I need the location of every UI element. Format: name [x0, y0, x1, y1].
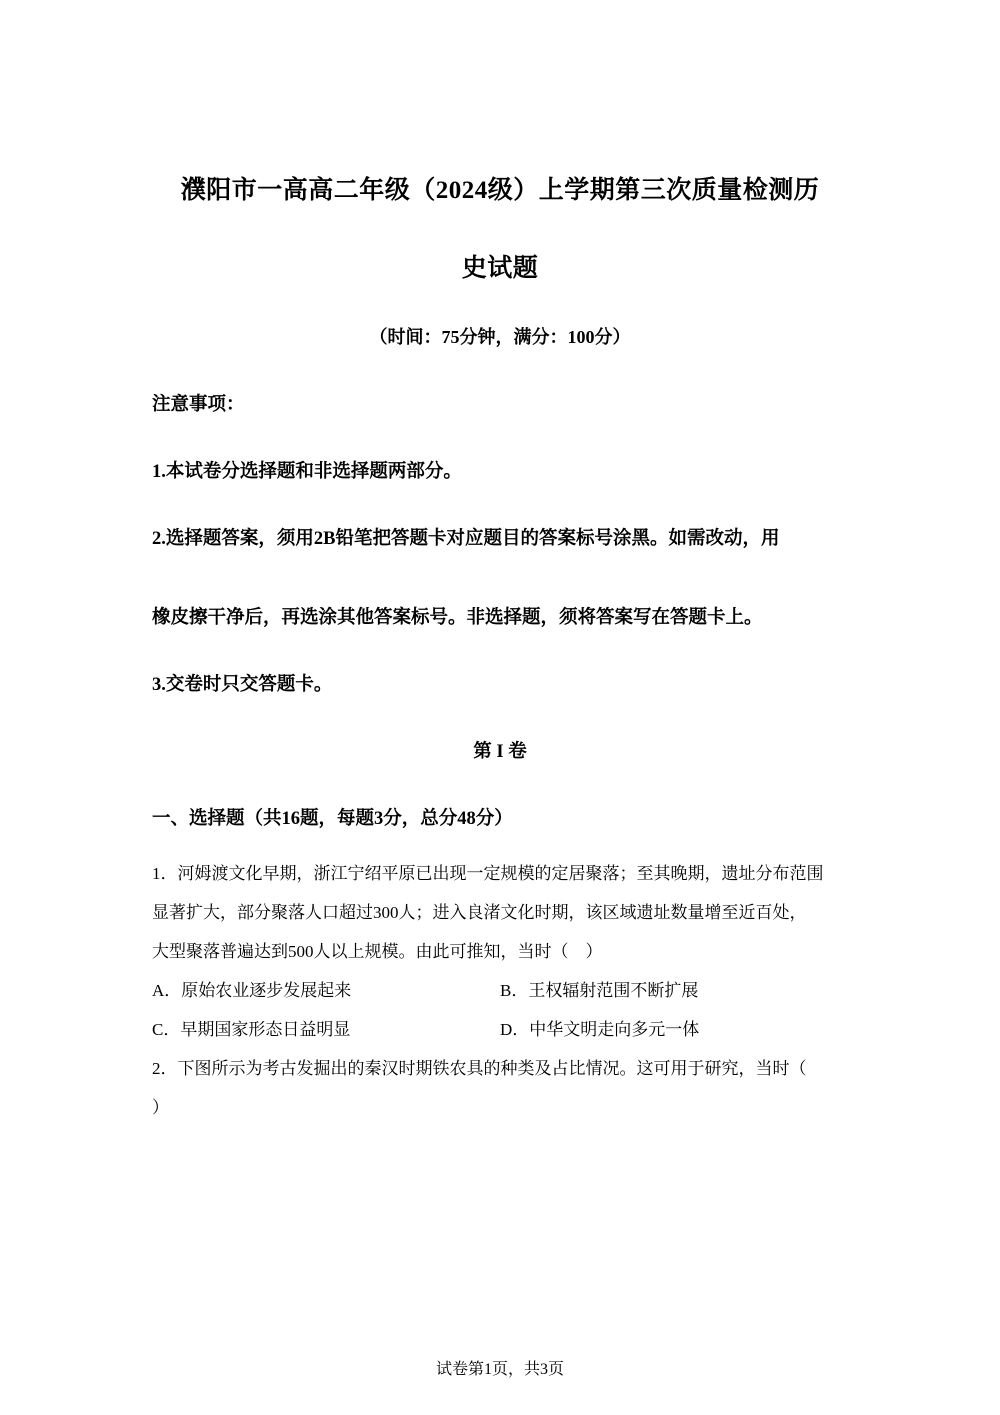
question-1-option-c: C．早期国家形态日益明显	[152, 1020, 351, 1039]
volume-heading: 第 I 卷	[473, 742, 527, 762]
notice-item-2-line1: 2.选择题答案，须用2B铅笔把答题卡对应题目的答案标号涂黑。如需改动，用	[152, 529, 780, 549]
question-1-option-d: D．中华文明走向多元一体	[500, 1020, 700, 1039]
page-footer: 试卷第1页，共3页	[435, 1361, 564, 1378]
question-2-line2: ）	[152, 1098, 169, 1117]
question-1-option-b: B．王权辐射范围不断扩展	[500, 981, 699, 1000]
notice-item-2-line2: 橡皮擦干净后，再选涂其他答案标号。非选择题，须将答案写在答题卡上。	[152, 608, 763, 628]
question-1-line1: 1．河姆渡文化早期，浙江宁绍平原已出现一定规模的定居聚落；至其晚期，遗址分布范围	[152, 864, 824, 883]
question-1-line3: 大型聚落普遍达到500人以上规模。由此可推知，当时（ ）	[152, 942, 603, 961]
notice-item-1: 1.本试卷分选择题和非选择题两部分。	[152, 462, 462, 482]
exam-title-line2: 史试题	[461, 255, 539, 282]
notice-item-3: 3.交卷时只交答题卡。	[152, 675, 333, 695]
exam-title-line1: 濮阳市一高高二年级（2024级）上学期第三次质量检测历	[180, 177, 820, 204]
section-heading: 一、选择题（共16题，每题3分，总分48分）	[152, 809, 513, 829]
notice-heading: 注意事项：	[152, 395, 245, 415]
question-1-line2: 显著扩大，部分聚落人口超过300人；进入良渚文化时期，该区域遗址数量增至近百处，	[152, 903, 807, 922]
exam-time-info: （时间：75分钟，满分：100分）	[369, 327, 631, 347]
question-1-option-a: A．原始农业逐步发展起来	[152, 981, 352, 1000]
question-2-line1: 2．下图所示为考古发掘出的秦汉时期铁农具的种类及占比情况。这可用于研究，当时（	[152, 1059, 807, 1078]
